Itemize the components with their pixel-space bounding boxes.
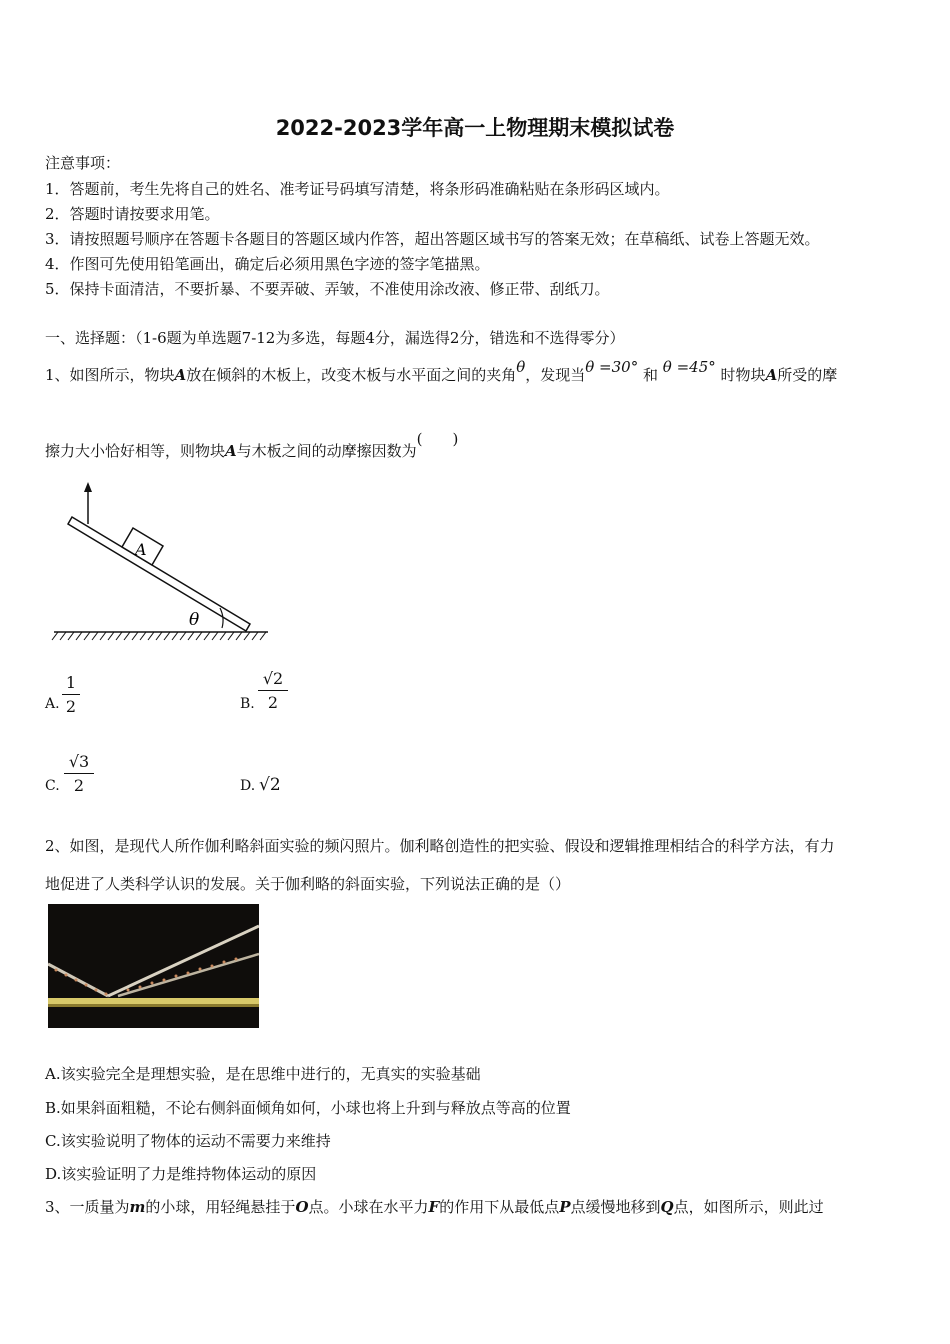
- question-1-line-1: 1、如图所示，物块A放在倾斜的木板上，改变木板与水平面之间的夹角θ，发现当θ =30° 和 θ =45° 时物块A所受的摩: [45, 358, 838, 384]
- answer-paren: ( ): [416, 430, 459, 448]
- var-a: A: [174, 366, 187, 384]
- option-c-fraction: √3 2: [64, 752, 94, 795]
- notice-heading: 注意事项：: [45, 154, 121, 172]
- question-2-option-d: D.该实验证明了力是维持物体运动的原因: [45, 1165, 317, 1183]
- galileo-incline-photo: [48, 904, 259, 1028]
- ground-hatch: [52, 632, 266, 640]
- arrow-up-icon: [84, 482, 92, 492]
- condition-30: θ =30°: [585, 358, 639, 376]
- page-title: 2022-2023学年高一上物理期末模拟试卷: [275, 116, 675, 140]
- notice-item-5: 5．保持卡面清洁，不要折暴、不要弄破、弄皱，不准使用涂改液、修正带、刮纸刀。: [45, 280, 610, 298]
- block-a-label: A: [135, 540, 147, 559]
- section-heading: 一、选择题：（1-6题为单选题7-12为多选，每题4分，漏选得2分，错选和不选得零分）: [45, 329, 625, 347]
- option-d-label: D.: [240, 778, 256, 794]
- question-3-line-1: 3、一质量为m的小球，用轻绳悬挂于O点。小球在水平力F的作用下从最低点P点缓慢地移到Q点，如图所示，则此过: [45, 1198, 824, 1216]
- option-a-fraction: 1 2: [62, 673, 80, 716]
- option-c-label: C.: [45, 778, 60, 794]
- notice-item-3: 3．请按照题号顺序在答题卡各题目的答题区域内作答，超出答题区域书写的答案无效；在草稿纸、试卷上答题无效。: [45, 230, 820, 248]
- notice-item-4: 4．作图可先使用铅笔画出，确定后必须用黑色字迹的签字笔描黑。: [45, 255, 490, 273]
- question-2-option-b: B.如果斜面粗糙，不论右侧斜面倾角如何，小球也将上升到与释放点等高的位置: [45, 1099, 571, 1117]
- incline-figure: [50, 478, 275, 648]
- photo-drawing: [48, 904, 259, 1028]
- question-2-line-1: 2、如图，是现代人所作伽利略斜面实验的频闪照片。伽利略创造性的把实验、假设和逻辑推理相结合的科学方法，有力: [45, 837, 835, 855]
- option-b-label: B.: [240, 696, 255, 712]
- notice-item-2: 2．答题时请按要求用笔。: [45, 205, 220, 223]
- option-a-label: A.: [45, 696, 60, 712]
- option-d-value: √2: [259, 775, 281, 795]
- question-1-line-2: 擦力大小恰好相等，则物块A与木板之间的动摩擦因数为( ): [45, 430, 459, 460]
- option-b-fraction: √2 2: [258, 669, 288, 712]
- notice-item-1: 1．答题前，考生先将自己的姓名、准考证号码填写清楚，将条形码准确粘贴在条形码区域内。: [45, 180, 670, 198]
- theta-label: θ: [189, 610, 200, 630]
- question-2-line-2: 地促进了人类科学认识的发展。关于伽利略的斜面实验，下列说法正确的是（）: [45, 875, 571, 893]
- condition-45: θ =45°: [662, 358, 716, 376]
- question-2-option-c: C.该实验说明了物体的运动不需要力来维持: [45, 1132, 331, 1150]
- theta-symbol: θ: [516, 358, 526, 376]
- question-2-option-a: A.该实验完全是理想实验，是在思维中进行的，无真实的实验基础: [45, 1065, 481, 1083]
